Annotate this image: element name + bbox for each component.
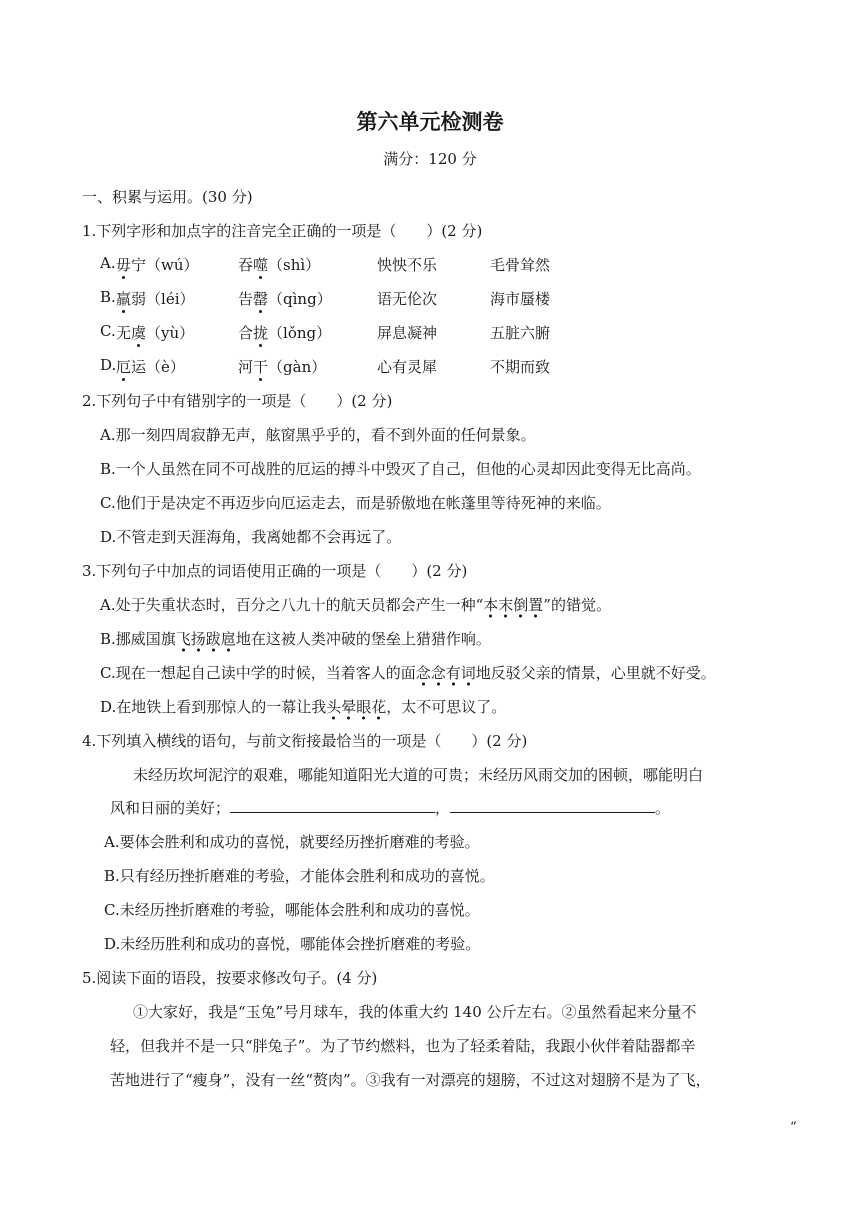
question-5-stem: 5.阅读下面的语段，按要求修改句子。(4 分) — [82, 969, 378, 987]
question-3-option-a: A.处于失重状态时，百分之八九十的航天员都会产生一种“本末倒置”的错觉。 — [100, 594, 611, 615]
option-word-1: 无虞（yù） — [116, 324, 195, 342]
question-4-option-c: C.未经历挫折磨难的考验，哪能体会胜利和成功的喜悦。 — [104, 901, 480, 919]
full-score: 满分：120 分 — [383, 150, 477, 168]
question-4-option-a: A.要体会胜利和成功的喜悦，就要经历挫折磨难的考验。 — [104, 833, 480, 851]
question-2-option-d: D.不管走到天涯海角，我离她都不会再远了。 — [100, 528, 402, 546]
question-2-option-b: B.一个人虽然在同不可战胜的厄运的搏斗中毁灭了自己，但他的心灵却因此变得无比高尚。 — [100, 460, 701, 478]
option-word-3: 语无伦次 — [377, 290, 438, 308]
dotted-phrase: 飞扬跋扈 — [176, 630, 236, 653]
option-word-1: 厄运（è） — [116, 358, 185, 376]
question-1-stem: 1.下列字形和加点字的注音完全正确的一项是（ ）(2 分) — [82, 222, 483, 240]
answer-blank-1[interactable] — [230, 798, 435, 813]
question-2-stem: 2.下列句子中有错别字的一项是（ ）(2 分) — [82, 392, 393, 410]
question-4-option-b: B.只有经历挫折磨难的考验，才能体会胜利和成功的喜悦。 — [104, 867, 495, 885]
option-word-3: 屏息凝神 — [377, 324, 438, 342]
option-word-4: 海市蜃楼 — [490, 290, 551, 308]
option-word-2: 告罄（qìng） — [238, 290, 332, 308]
question-3-option-c: C.现在一想起自己读中学的时候，当着客人的面念念有词地反驳父亲的情景，心里就不好受。 — [100, 662, 716, 683]
footer-quote-mark: “ — [790, 1120, 797, 1135]
option-word-3: 心有灵犀 — [377, 358, 438, 376]
question-5-passage-line-2: 轻，但我并不是一只“胖兔子”。为了节约燃料，也为了轻柔着陆，我跟小伙伴着陆器都辛 — [110, 1037, 696, 1055]
option-word-4: 毛骨耸然 — [490, 256, 551, 274]
option-word-2: 合拢（lǒng） — [238, 324, 332, 342]
question-4-option-d: D.未经历胜利和成功的喜悦，哪能体会挫折磨难的考验。 — [104, 935, 481, 953]
dotted-phrase: 念念有词 — [416, 664, 476, 687]
question-2-option-c: C.他们于是决定不再迈步向厄运走去，而是骄傲地在帐蓬里等待死神的来临。 — [100, 494, 611, 512]
option-label: B. — [100, 288, 116, 306]
option-word-4: 不期而致 — [490, 358, 551, 376]
option-word-4: 五脏六腑 — [490, 324, 551, 342]
dotted-phrase: 本末倒置 — [483, 596, 543, 619]
option-label: C. — [100, 322, 116, 340]
answer-blank-2[interactable] — [450, 798, 655, 813]
page-title: 第六单元检测卷 — [356, 109, 504, 134]
option-word-2: 吞噬（shì） — [238, 256, 321, 274]
dotted-phrase: 头晕眼花 — [326, 698, 386, 721]
option-word-1: 羸弱（léi） — [116, 290, 195, 308]
question-4-passage-line-2: 风和日丽的美好； ， 。 — [110, 799, 671, 817]
question-4-passage-line-1: 未经历坎坷泥泞的艰难，哪能知道阳光大道的可贵；未经历风雨交加的困顿，哪能明白 — [133, 766, 704, 784]
question-3-option-b: B.挪威国旗飞扬跋扈地在这被人类冲破的堡垒上猎猎作响。 — [100, 628, 491, 649]
question-5-passage-line-1: ①大家好，我是“玉兔”号月球车，我的体重大约 140 公斤左右。②虽然看起来分量不 — [133, 1003, 697, 1021]
question-3-option-d: D.在地铁上看到那惊人的一幕让我头晕眼花，太不可思议了。 — [100, 696, 506, 717]
option-label: A. — [100, 254, 116, 272]
option-label: D. — [100, 356, 117, 374]
option-word-2: 河干（gàn） — [238, 358, 327, 376]
question-5-passage-line-3: 苦地进行了“瘦身”，没有一丝“赘肉”。③我有一对漂亮的翅膀，不过这对翅膀不是为了飞， — [110, 1071, 711, 1089]
question-3-stem: 3.下列句子中加点的词语使用正确的一项是（ ）(2 分) — [82, 562, 468, 580]
question-4-stem: 4.下列填入横线的语句，与前文衔接最恰当的一项是（ ）(2 分) — [82, 732, 528, 750]
question-2-option-a: A.那一刻四周寂静无声，舷窗黑乎乎的，看不到外面的任何景象。 — [100, 426, 536, 444]
option-word-1: 毋宁（wú） — [116, 256, 199, 274]
section-heading: 一、积累与运用。(30 分) — [82, 188, 253, 206]
option-word-3: 怏怏不乐 — [377, 256, 438, 274]
